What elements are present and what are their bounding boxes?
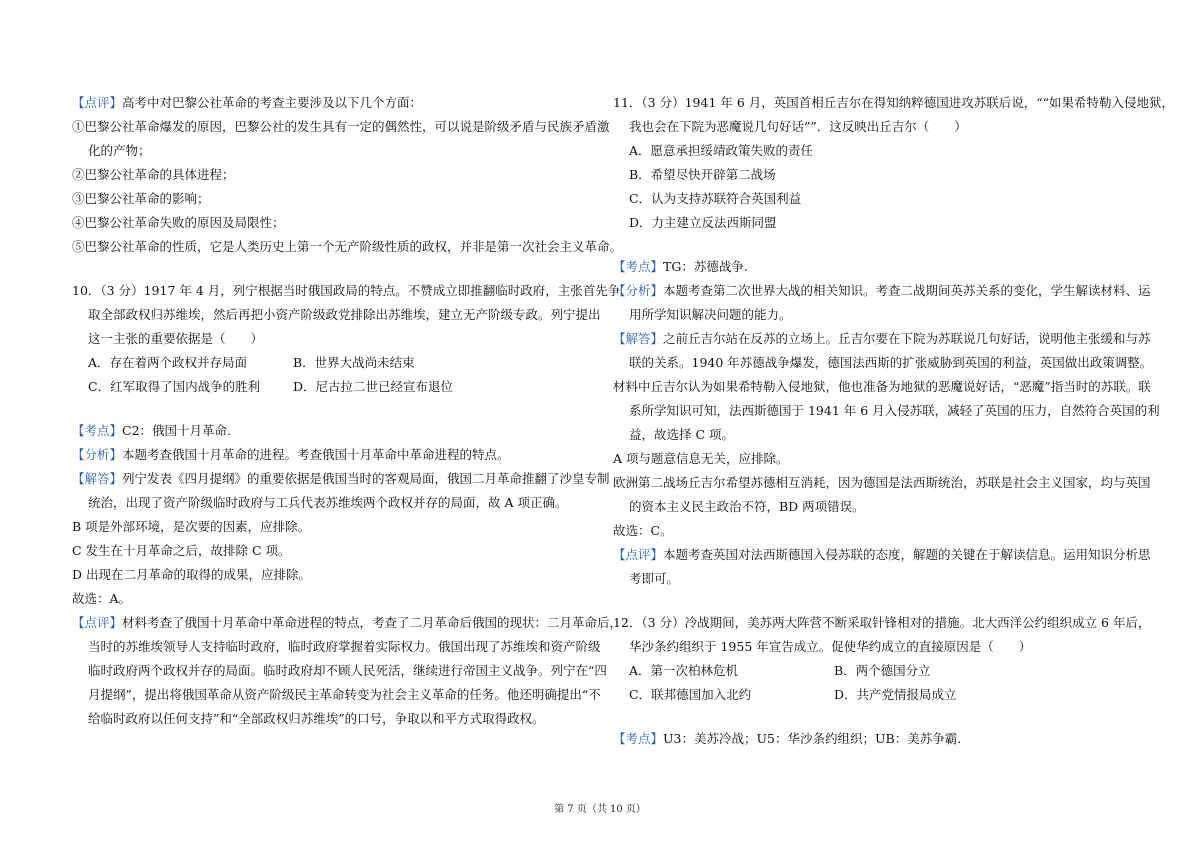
q10-stem-line: 10．（3 分）1917 年 4 月，列宁根据当时俄国政局的特点。不赞成立即推翻临时政府，主张首先争: [72, 283, 621, 298]
kaodian-tag: 【考点】: [613, 259, 664, 274]
q10-dianping-continued: 当时的苏维埃领导人支持临时政府，临时政府掌握着实际权力。俄国出现了苏维埃和资产阶级: [88, 639, 601, 654]
q11-europe: 欧洲第二战场丘吉尔希望苏德相互消耗，因为德国是法西斯统治，苏联是社会主义国家，均与英国: [613, 475, 1151, 490]
q12-option-a: A．第一次柏林危机: [629, 663, 739, 678]
kaodian-tag: 【考点】: [72, 423, 123, 438]
q11-europe-continued: 的资本主义民主政治不符，BD 两项错误。: [629, 499, 865, 514]
q11-stem-line: 我也会在下院为恶魔说几句好话””．这反映出丘吉尔（ ）: [629, 119, 967, 134]
list-item: ①巴黎公社革命爆发的原因，巴黎公社的发生具有一定的偶然性，可以说是阶级矛盾与民族矛盾激: [72, 119, 610, 134]
q11-dianping: 【点评】本题考查英国对法西斯德国入侵苏联的态度，解题的关键在于解读信息。运用知识分析思: [613, 547, 1151, 562]
comment-paris-commune: 【点评】高考中对巴黎公社革命的考查主要涉及以下几个方面：: [72, 95, 423, 110]
q10-option-b: B．世界大战尚未结束: [293, 355, 415, 370]
q10-extra-line: D 出现在二月革命的取得的成果，应排除。: [72, 567, 311, 582]
left-column: [72, 91, 623, 731]
q10-stem-line: 这一主张的重要依据是（ ）: [88, 331, 264, 346]
q10-option-d: D．尼古拉二世已经宣布退位: [293, 379, 454, 394]
q12-options-row: [613, 683, 1153, 707]
dianping-tag: 【点评】: [613, 547, 664, 562]
q12-stem-line: 12．（3 分）冷战期间，美苏两大阵营不断采取针锋相对的措施。北大西洋公约组织成立 6 年后，: [613, 615, 1151, 630]
q12-option-b: B．两个德国分立: [834, 663, 931, 678]
q10-jieda: 【解答】列宁发表《四月提纲》的重要依据是俄国当时的客观局面，俄国二月革命推翻了沙皇专制: [72, 471, 610, 486]
q10-extra-line: C 发生在十月革命之后，故排除 C 项。: [72, 543, 291, 558]
q10-option-c: C．红军取得了国内战争的胜利: [88, 379, 261, 394]
list-item-continued: 化的产物；: [88, 143, 151, 158]
q10-stem-line: 取全部政权归苏维埃，然后再把小资产阶级政党排除出苏维埃，建立无产阶级专政。列宁提出: [88, 307, 601, 322]
q10-option-a: A．存在着两个政权并存局面: [88, 355, 248, 370]
q12-option-d: D．共产党情报局成立: [834, 687, 957, 702]
q11-option-d: D．力主建立反法西斯同盟: [629, 215, 777, 230]
kaodian-tag: 【考点】: [613, 731, 664, 746]
list-item: ②巴黎公社革命的具体进程；: [72, 167, 235, 182]
list-item: ④巴黎公社革命失败的原因及局限性；: [72, 215, 285, 230]
q11-option-b: B．希望尽快开辟第二战场: [629, 167, 776, 182]
dianping-tag: 【点评】: [72, 615, 123, 630]
q11-kaodian: 【考点】TG：苏德战争.: [613, 259, 748, 274]
fenxi-tag: 【分析】: [613, 283, 664, 298]
q11-jieda-continued: 联的关系。1940 年苏德战争爆发，德国法西斯的扩张威胁到英国的利益，英国做出政策调整。: [629, 355, 1153, 370]
q11-material-continued: 系所学知识可知，法西斯德国于 1941 年 6 月入侵苏联，减轻了英国的压力，自然符合英国的利: [629, 403, 1160, 418]
jieda-tag: 【解答】: [613, 331, 664, 346]
q12-stem-line: 华沙条约组织于 1955 年宣告成立。促使华约成立的直接原因是（ ）: [629, 639, 1032, 654]
q11-dianping-continued: 考即可。: [629, 571, 680, 586]
q11-stem-line: 11．（3 分）1941 年 6 月，英国首相丘吉尔在得知纳粹德国进攻苏联后说，““如果希特勒入侵地狱，: [613, 95, 1175, 110]
fenxi-tag: 【分析】: [72, 447, 123, 462]
q12-option-c: C．联邦德国加入北约: [629, 687, 752, 702]
comment-tag: 【点评】: [72, 95, 123, 110]
q11-option-c: C．认为支持苏联符合英国利益: [629, 191, 802, 206]
q10-dianping-continued: 月提纲”，提出将俄国革命从资产阶级民主革命转变为社会主义革命的任务。他还明确提出“不: [88, 687, 601, 702]
q10-kaodian: 【考点】C2：俄国十月革命.: [72, 423, 232, 438]
q12-options-row: [613, 659, 1153, 683]
q11-jieda: 【解答】之前丘吉尔站在反苏的立场上。丘吉尔要在下院为苏联说几句好话，说明他主张缓和与苏: [613, 331, 1151, 346]
q11-material-continued: 益，故选择 C 项。: [629, 427, 735, 442]
q10-jieda-continued: 统治，出现了资产阶级临时政府与工兵代表苏维埃两个政权并存的局面，故 A 项正确。: [88, 495, 568, 510]
q11-material: 材料中丘吉尔认为如果希特勒入侵地狱，他也准备为地狱的恶魔说好话，“恶魔”指当时的苏联。联: [613, 379, 1151, 394]
q11-fenxi: 【分析】本题考查第二次世界大战的相关知识。考查二战期间英苏关系的变化，学生解读材料、运: [613, 283, 1151, 298]
q11-fenxi-continued: 用所学知识解决问题的能力。: [629, 307, 792, 322]
list-item: ⑤巴黎公社革命的性质，它是人类历史上第一个无产阶级性质的政权，并非是第一次社会主义革命。: [72, 239, 623, 254]
q12-kaodian: 【考点】U3：美苏冷战；U5：华沙条约组织；UB：美苏争霸.: [613, 731, 962, 746]
q10-dianping: 【点评】材料考查了俄国十月革命中革命进程的特点，考查了二月革命后俄国的现状：二月革命后，: [72, 615, 623, 630]
q10-dianping-continued: 临时政府两个政权并存的局面。临时政府却不顾人民死活，继续进行帝国主义战争。列宁在“四: [88, 663, 607, 678]
q11-option-a: A．愿意承担绥靖政策失败的责任: [629, 143, 814, 158]
q10-options-row: [72, 351, 612, 375]
q11-a-line: A 项与题意信息无关，应排除。: [613, 451, 789, 466]
right-column: [613, 91, 1175, 751]
list-item: ③巴黎公社革命的影响；: [72, 191, 210, 206]
q10-dianping-continued: 给临时政府以任何支持”和“全部政权归苏维埃”的口号，争取以和平方式取得政权。: [88, 711, 545, 726]
q10-fenxi: 【分析】本题考查俄国十月革命的进程。考查俄国十月革命中革命进程的特点。: [72, 447, 510, 462]
q10-extra-line: B 项是外部环境，是次要的因素，应排除。: [72, 519, 311, 534]
page-footer: 第 7 页（共 10 页）: [554, 804, 646, 815]
q10-answer: 故选：A。: [72, 591, 132, 606]
q11-answer: 故选：C。: [613, 523, 673, 538]
jieda-tag: 【解答】: [72, 471, 123, 486]
q10-options-row: [72, 375, 612, 399]
